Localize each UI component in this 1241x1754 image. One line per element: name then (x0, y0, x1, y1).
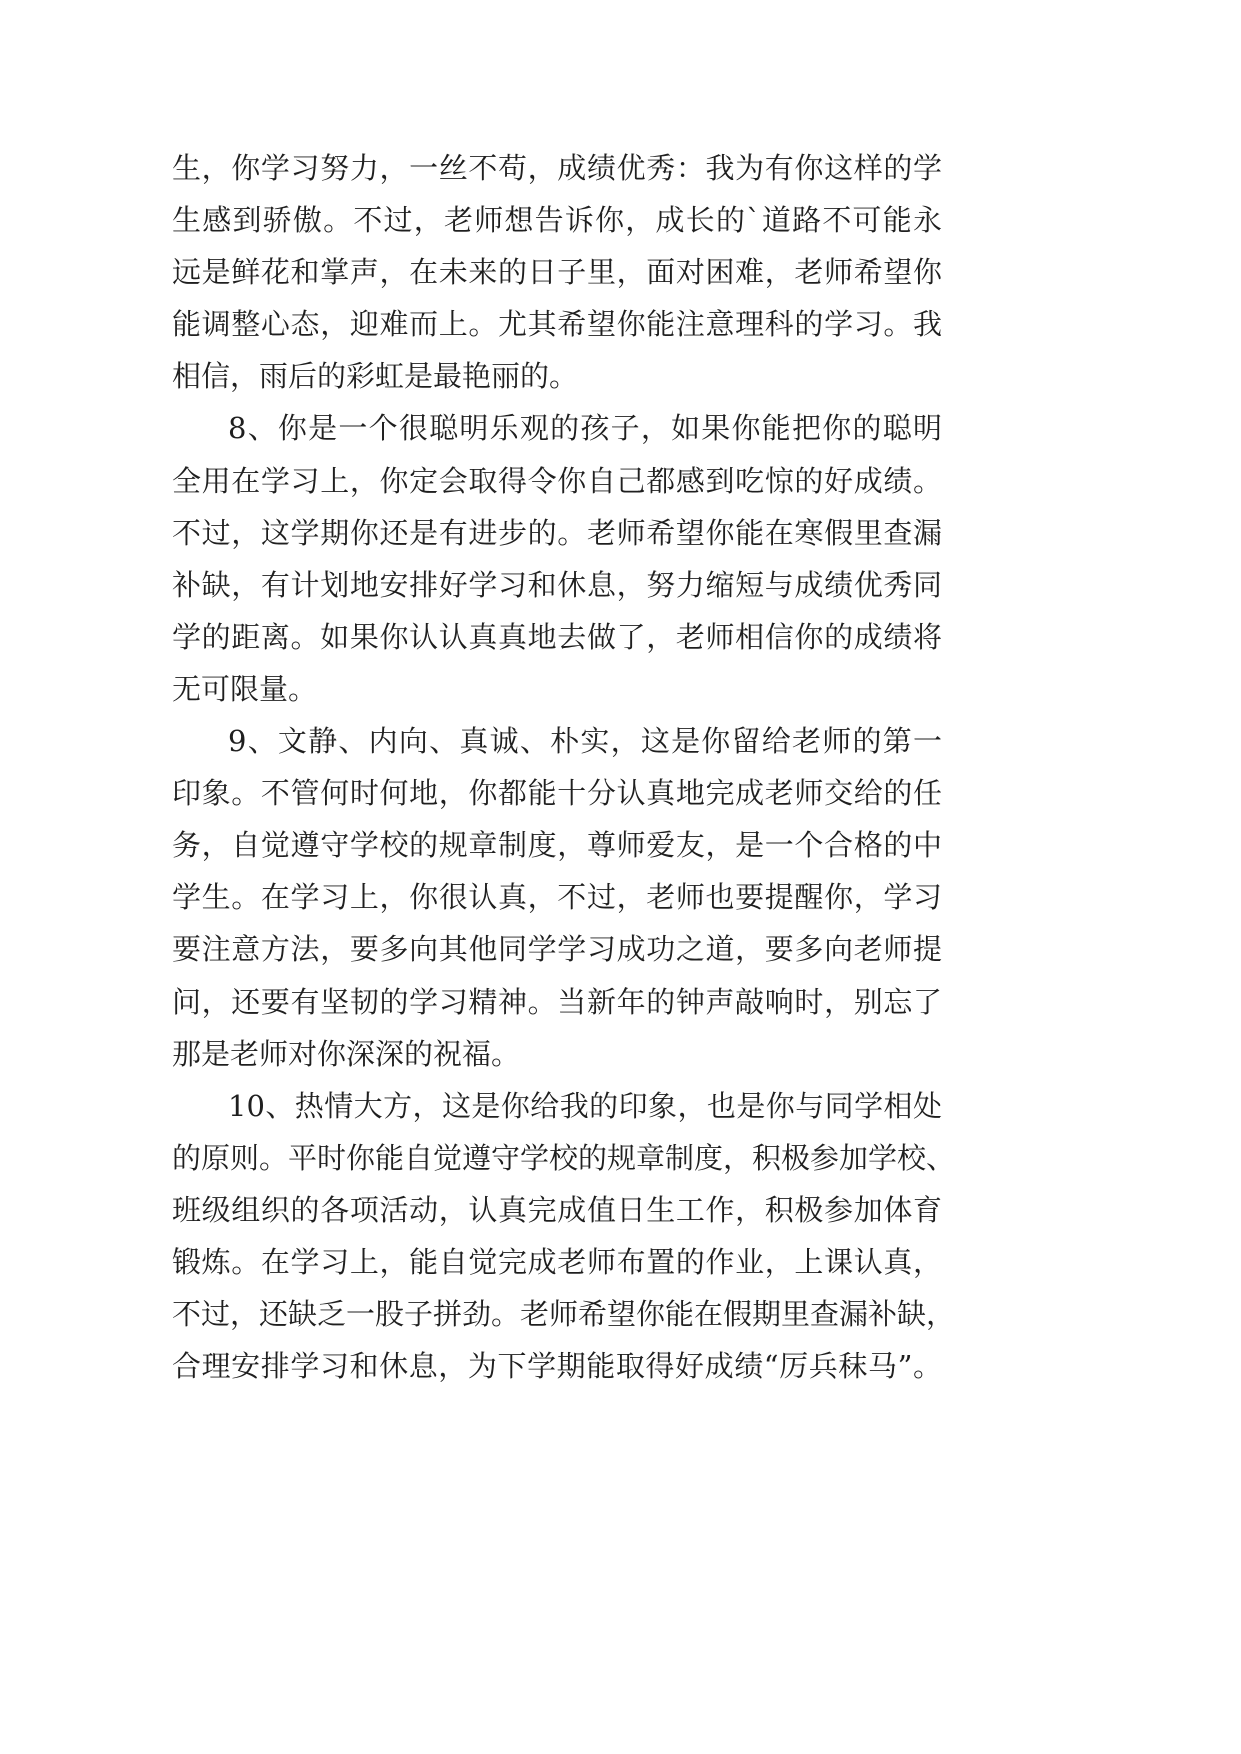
text-line: 印象。不管何时何地，你都能十分认真地完成老师交给的任 (172, 776, 942, 811)
text-line: 班级组织的各项活动，认真完成值日生工作，积极参加体育 (172, 1192, 942, 1227)
text-line: 相信，雨后的彩虹是最艳丽的。 (172, 359, 579, 394)
text-line: 不过，还缺乏一股子拼劲。老师希望你能在假期里查漏补缺， (172, 1297, 956, 1332)
text-line: 不过，这学期你还是有进步的。老师希望你能在寒假里查漏 (172, 515, 942, 550)
text-line: 全用在学习上，你定会取得令你自己都感到吃惊的好成绩。 (172, 463, 942, 498)
text-line: 9、文静、内向、真诚、朴实，这是你留给老师的第一 (228, 724, 942, 759)
document-body (172, 142, 956, 1392)
text-line: 能调整心态，迎难而上。尤其希望你能注意理科的学习。我 (172, 307, 942, 342)
text-line: 8、你是一个很聪明乐观的孩子，如果你能把你的聪明 (228, 411, 942, 446)
text-line: 问，还要有坚韧的学习精神。当新年的钟声敲响时，别忘了 (172, 984, 942, 1019)
text-line: 要注意方法，要多向其他同学学习成功之道，要多向老师提 (172, 932, 942, 967)
paragraph-item-9 (172, 715, 942, 1080)
text-line: 学的距离。如果你认认真真地去做了，老师相信你的成绩将 (172, 619, 942, 654)
text-line: 的原则。平时你能自觉遵守学校的规章制度，积极参加学校、 (172, 1140, 956, 1175)
text-line: 无可限量。 (172, 671, 318, 706)
text-line: 远是鲜花和掌声，在未来的日子里，面对困难，老师希望你 (172, 255, 942, 290)
text-line: 学生。在学习上，你很认真，不过，老师也要提醒你，学习 (172, 880, 942, 915)
text-line: 务，自觉遵守学校的规章制度，尊师爱友，是一个合格的中 (172, 828, 942, 863)
text-line: 锻炼。在学习上，能自觉完成老师布置的作业，上课认真， (172, 1244, 942, 1279)
text-line: 10、热情大方，这是你给我的印象，也是你与同学相处 (228, 1088, 942, 1123)
text-line: 生感到骄傲。不过，老师想告诉你，成长的`道路不可能永 (172, 203, 942, 238)
text-line: 补缺，有计划地安排好学习和休息，努力缩短与成绩优秀同 (172, 567, 942, 602)
text-line: 生，你学习努力，一丝不苟，成绩优秀：我为有你这样的学 (172, 151, 942, 185)
paragraph-continuation (172, 142, 942, 402)
paragraph-item-10 (172, 1080, 956, 1393)
text-line: 合理安排学习和休息，为下学期能取得好成绩“厉兵秣马”。 (172, 1349, 942, 1384)
paragraph-item-8 (172, 402, 942, 715)
text-line: 那是老师对你深深的祝福。 (172, 1036, 521, 1071)
